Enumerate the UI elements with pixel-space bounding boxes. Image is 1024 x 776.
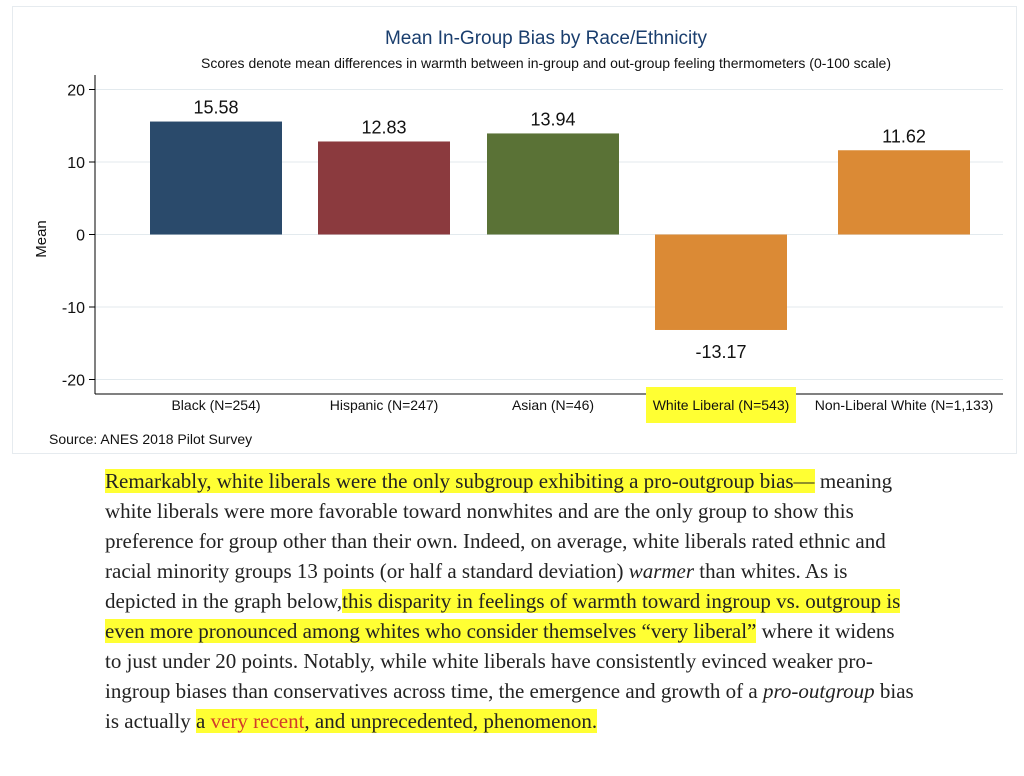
x-tick-label: Hispanic (N=247) xyxy=(329,397,439,413)
emphasized-word: pro-outgroup xyxy=(762,679,875,703)
y-axis-ticks xyxy=(62,83,95,390)
text-segment: a xyxy=(195,709,211,733)
bar xyxy=(318,141,450,234)
emphasized-word: warmer xyxy=(628,559,695,583)
x-axis-category-labels xyxy=(171,387,993,423)
text-segment: than whites. As is depicted in the graph below, xyxy=(105,559,848,613)
text-segment: , and unprecedented, phenomenon. xyxy=(304,709,598,733)
text-segment: meaning white liberals were more favorable toward nonwhites and are the only group to show this preference for group other than their own. Indeed, on average, white liberals rated ethnic and racial minority groups 13 points (or half a standard deviation) xyxy=(105,469,893,583)
bars xyxy=(150,122,970,330)
y-tick-label: -10 xyxy=(61,300,85,317)
bar-chart xyxy=(13,7,1016,453)
x-tick-label: White Liberal (N=543) xyxy=(652,397,790,413)
y-axis-label: Mean xyxy=(33,220,50,258)
link-text[interactable]: very recent xyxy=(210,709,305,733)
y-tick-label: 0 xyxy=(76,227,85,245)
y-tick-label: 20 xyxy=(67,82,85,100)
x-tick-label: Black (N=254) xyxy=(171,397,261,413)
y-tick-label: -20 xyxy=(61,372,85,390)
source-note: Source: ANES 2018 Pilot Survey xyxy=(49,431,253,447)
bar-value-label: 15.58 xyxy=(193,97,239,118)
chart-title: Mean In-Group Bias by Race/Ethnicity xyxy=(384,28,708,49)
text-segment: bias is actually xyxy=(105,679,914,733)
highlighted-phrase xyxy=(196,709,597,733)
bar-value-label: 11.62 xyxy=(882,126,926,147)
chart-subtitle: Scores denote mean differences in warmth between in-group and out-group feeling thermometers (0-100 scale) xyxy=(200,55,892,71)
text-segment: where it widens to just under 20 points. Notably, while white liberals have consistently evinced weaker pro-ingroup biases than conservatives across time, the emergence and growth of a xyxy=(105,619,895,703)
highlighted-phrase: Remarkably, white liberals were the only subgroup exhibiting a pro-outgroup bias— xyxy=(105,469,815,493)
x-tick-label: Asian (N=46) xyxy=(511,397,595,413)
bar-value-label: 13.94 xyxy=(530,109,576,130)
bar xyxy=(838,150,970,234)
bar xyxy=(655,235,787,330)
article-text xyxy=(105,466,915,736)
article-paragraph xyxy=(105,466,915,736)
highlighted-phrase: this disparity in feelings of warmth toward ingroup vs. outgroup is even more pronounced among whites who consider themselves “very liberal” xyxy=(105,589,901,643)
bar xyxy=(487,133,619,234)
y-tick-label: 10 xyxy=(67,155,85,172)
chart-panel xyxy=(12,6,1017,454)
bar-value-label: -13.17 xyxy=(695,341,747,362)
bar xyxy=(150,122,282,235)
bar-value-label: 12.83 xyxy=(361,117,407,138)
x-tick-label: Non-Liberal White (N=1,133) xyxy=(814,397,994,413)
